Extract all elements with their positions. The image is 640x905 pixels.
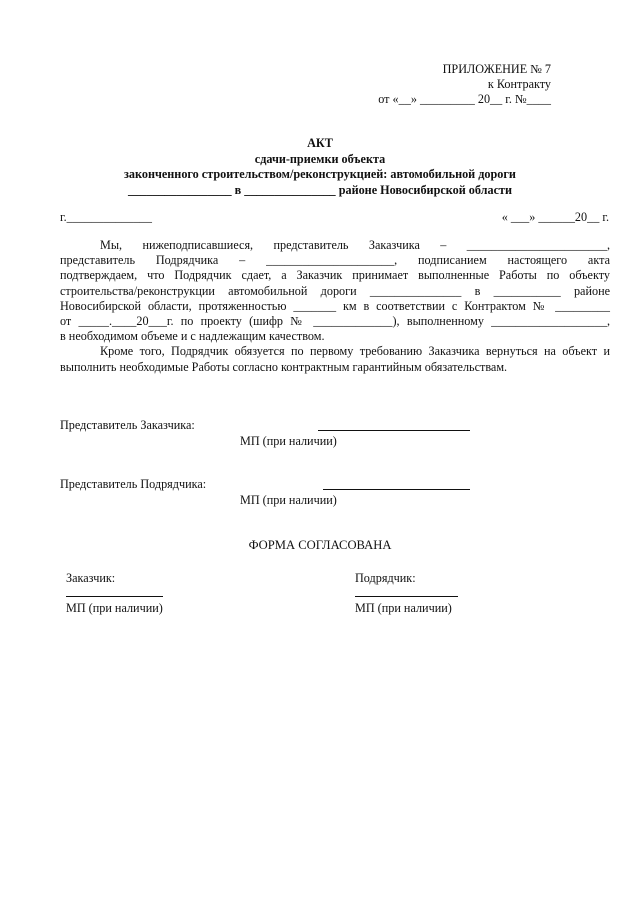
title-subtitle: сдачи-приемки объекта [254,151,386,166]
body-paragraph-1-line-5: Новосибирской области, протяженностью _______ км в соответствии с Контрактом № _________ [60,298,610,313]
body-paragraph-1-line-3: подтверждаем, что Подрядчик сдает, а Заказчик принимает выполненные Работы по объекту [60,268,610,283]
date-field: « ___» ______20__ г. [501,210,609,224]
document-title [0,136,640,198]
approval-contractor-stamp: МП (при наличии) [355,601,452,615]
body-paragraph-1-line-2: представитель Подрядчика – _____________________, подписанием настоящего акта [60,253,610,268]
title-act: АКТ [307,136,333,150]
customer-rep-label: Представитель Заказчика: [60,418,195,432]
body-paragraph-2-line-1: Кроме того, Подрядчик обязуется по первому требованию Заказчика вернуться на объект и [100,344,610,359]
title-district: _________________ в _______________ районе Новосибирской области [127,182,513,197]
body-paragraph-1-line-7: в необходимом объеме и с надлежащим качеством. [60,329,325,344]
approval-heading: ФОРМА СОГЛАСОВАНА [248,538,392,552]
place-field: г.______________ [60,210,152,224]
appendix-header [378,62,551,107]
customer-stamp-label: МП (при наличии) [240,434,337,448]
customer-signature-line [318,430,470,431]
contractor-signature-line [323,489,470,490]
approval-contractor-label: Подрядчик: [355,571,416,585]
approval-customer-signature-line [66,596,163,597]
appendix-contract-date: от «__» _________ 20__ г. №____ [378,92,551,106]
body-paragraph-1-line-4: строительства/реконструкции автомобильной дороги _______________ в ___________ районе [60,283,610,298]
body-paragraph-1-line-1: Мы, нижеподписавшиеся, представитель Заказчика – _______________________, [100,238,610,252]
appendix-contract-ref: к Контракту [487,77,551,91]
body-paragraph-1-line-6: от _____.____20___г. по проекту (шифр № _____________), выполненному ___________________, [60,314,610,329]
approval-contractor-signature-line [355,596,458,597]
approval-customer-stamp: МП (при наличии) [66,601,163,615]
body-paragraph-2-line-2: выполнить необходимые Работы согласно контрактным гарантийным обязательствам. [60,359,508,374]
appendix-number: ПРИЛОЖЕНИЕ № 7 [442,62,551,76]
contractor-rep-label: Представитель Подрядчика: [60,477,207,491]
act-body [60,238,610,375]
approval-customer-label: Заказчик: [66,571,116,585]
title-object: законченного строительством/реконструкцией: автомобильной дороги [124,167,516,181]
contractor-stamp-label: МП (при наличии) [240,493,337,507]
